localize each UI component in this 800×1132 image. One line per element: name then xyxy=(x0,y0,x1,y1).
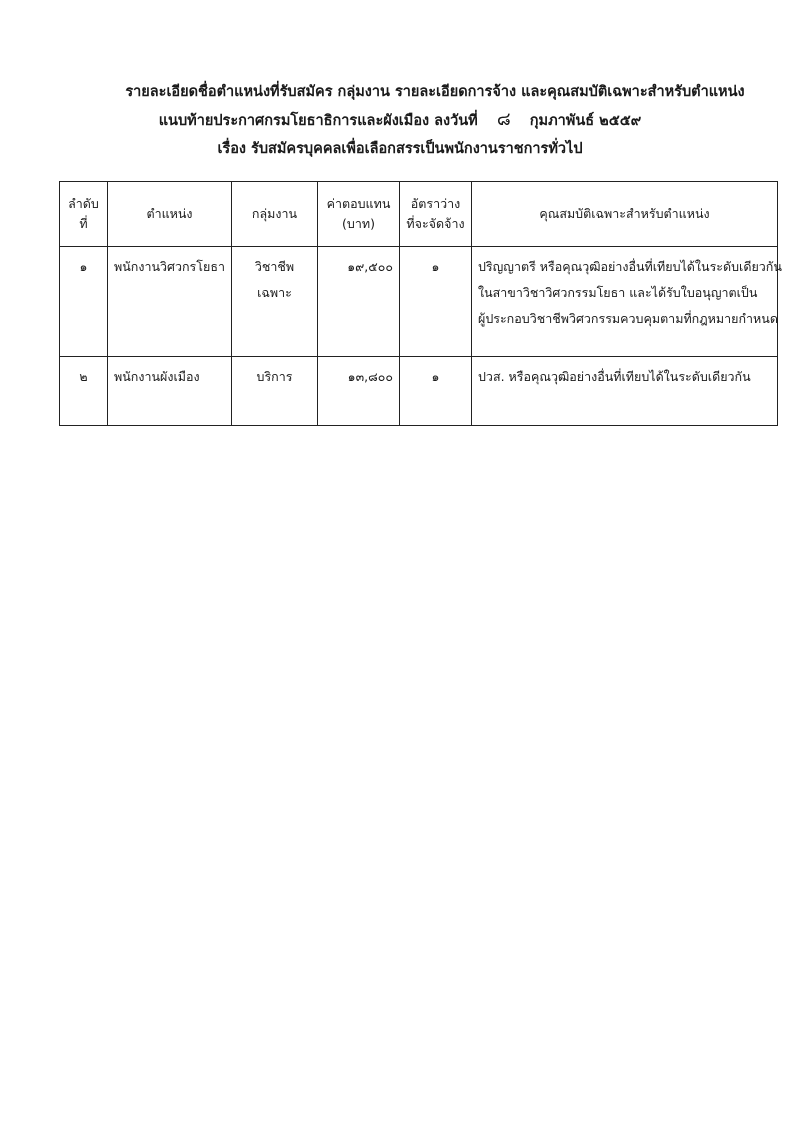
table-row xyxy=(60,357,778,426)
header-position: ตำแหน่ง xyxy=(108,182,232,247)
row-rate: ๑ xyxy=(400,357,472,426)
header-rate-line1: อัตราว่าง xyxy=(410,196,461,211)
header-rate-line2: ที่จะจัดจ้าง xyxy=(406,216,465,231)
header-title: รายละเอียดชื่อตำแหน่งที่รับสมัคร กลุ่มงาน รายละเอียดการจ้าง และคุณสมบัติเฉพาะสำหรับตำแหน่ง xyxy=(125,84,745,100)
row-pay: ๑๓,๘๐๐ xyxy=(318,357,400,426)
table-row xyxy=(60,247,778,357)
header-group: กลุ่มงาน xyxy=(232,182,318,247)
row-qualification xyxy=(472,247,782,357)
qualification-line: ผู้ประกอบวิชาชีพวิศวกรรมควบคุมตามที่กฎหมายกำหนด xyxy=(478,311,778,326)
row-group: บริการ xyxy=(232,357,318,426)
qualification-line: ปริญญาตรี หรือคุณวุฒิอย่างอื่นที่เทียบได้ในระดับเดียวกัน xyxy=(478,259,782,274)
header-month-year: กุมภาพันธ์ ๒๕๕๙ xyxy=(529,113,642,129)
row-pay: ๑๙,๕๐๐ xyxy=(318,247,400,357)
document-header xyxy=(0,78,800,163)
row-qualification xyxy=(472,357,778,426)
header-rate xyxy=(400,182,472,247)
header-pay xyxy=(318,182,400,247)
row-no: ๒ xyxy=(60,357,108,426)
table-header-row xyxy=(60,182,778,247)
header-annex-text: แนบท้ายประกาศกรมโยธาธิการและผังเมือง ลงวันที่ xyxy=(158,113,478,129)
row-position: พนักงานผังเมือง xyxy=(108,357,232,426)
qualification-line: ปวส. หรือคุณวุฒิอย่างอื่นที่เทียบได้ในระดับเดียวกัน xyxy=(478,369,751,384)
header-qualification: คุณสมบัติเฉพาะสำหรับตำแหน่ง xyxy=(472,182,778,247)
qualification-line: ในสาขาวิชาวิศวกรรมโยธา และได้รับใบอนุญาตเป็น xyxy=(478,285,758,300)
positions-table xyxy=(59,181,782,426)
row-no: ๑ xyxy=(60,247,108,357)
header-annex-date xyxy=(0,106,800,135)
header-no-line1: ลำดับ xyxy=(68,196,99,211)
row-group: วิชาชีพเฉพาะ xyxy=(232,247,318,357)
handwritten-day: ๘ xyxy=(496,109,511,130)
header-subject: เรื่อง รับสมัครบุคคลเพื่อเลือกสรรเป็นพนักงานราชการทั่วไป xyxy=(217,141,583,157)
header-pay-line1: ค่าตอบแทน xyxy=(326,196,391,211)
row-rate: ๑ xyxy=(400,247,472,357)
header-pay-line2: (บาท) xyxy=(342,216,375,231)
header-no xyxy=(60,182,108,247)
row-position: พนักงานวิศวกรโยธา xyxy=(108,247,232,357)
header-no-line2: ที่ xyxy=(79,216,88,231)
